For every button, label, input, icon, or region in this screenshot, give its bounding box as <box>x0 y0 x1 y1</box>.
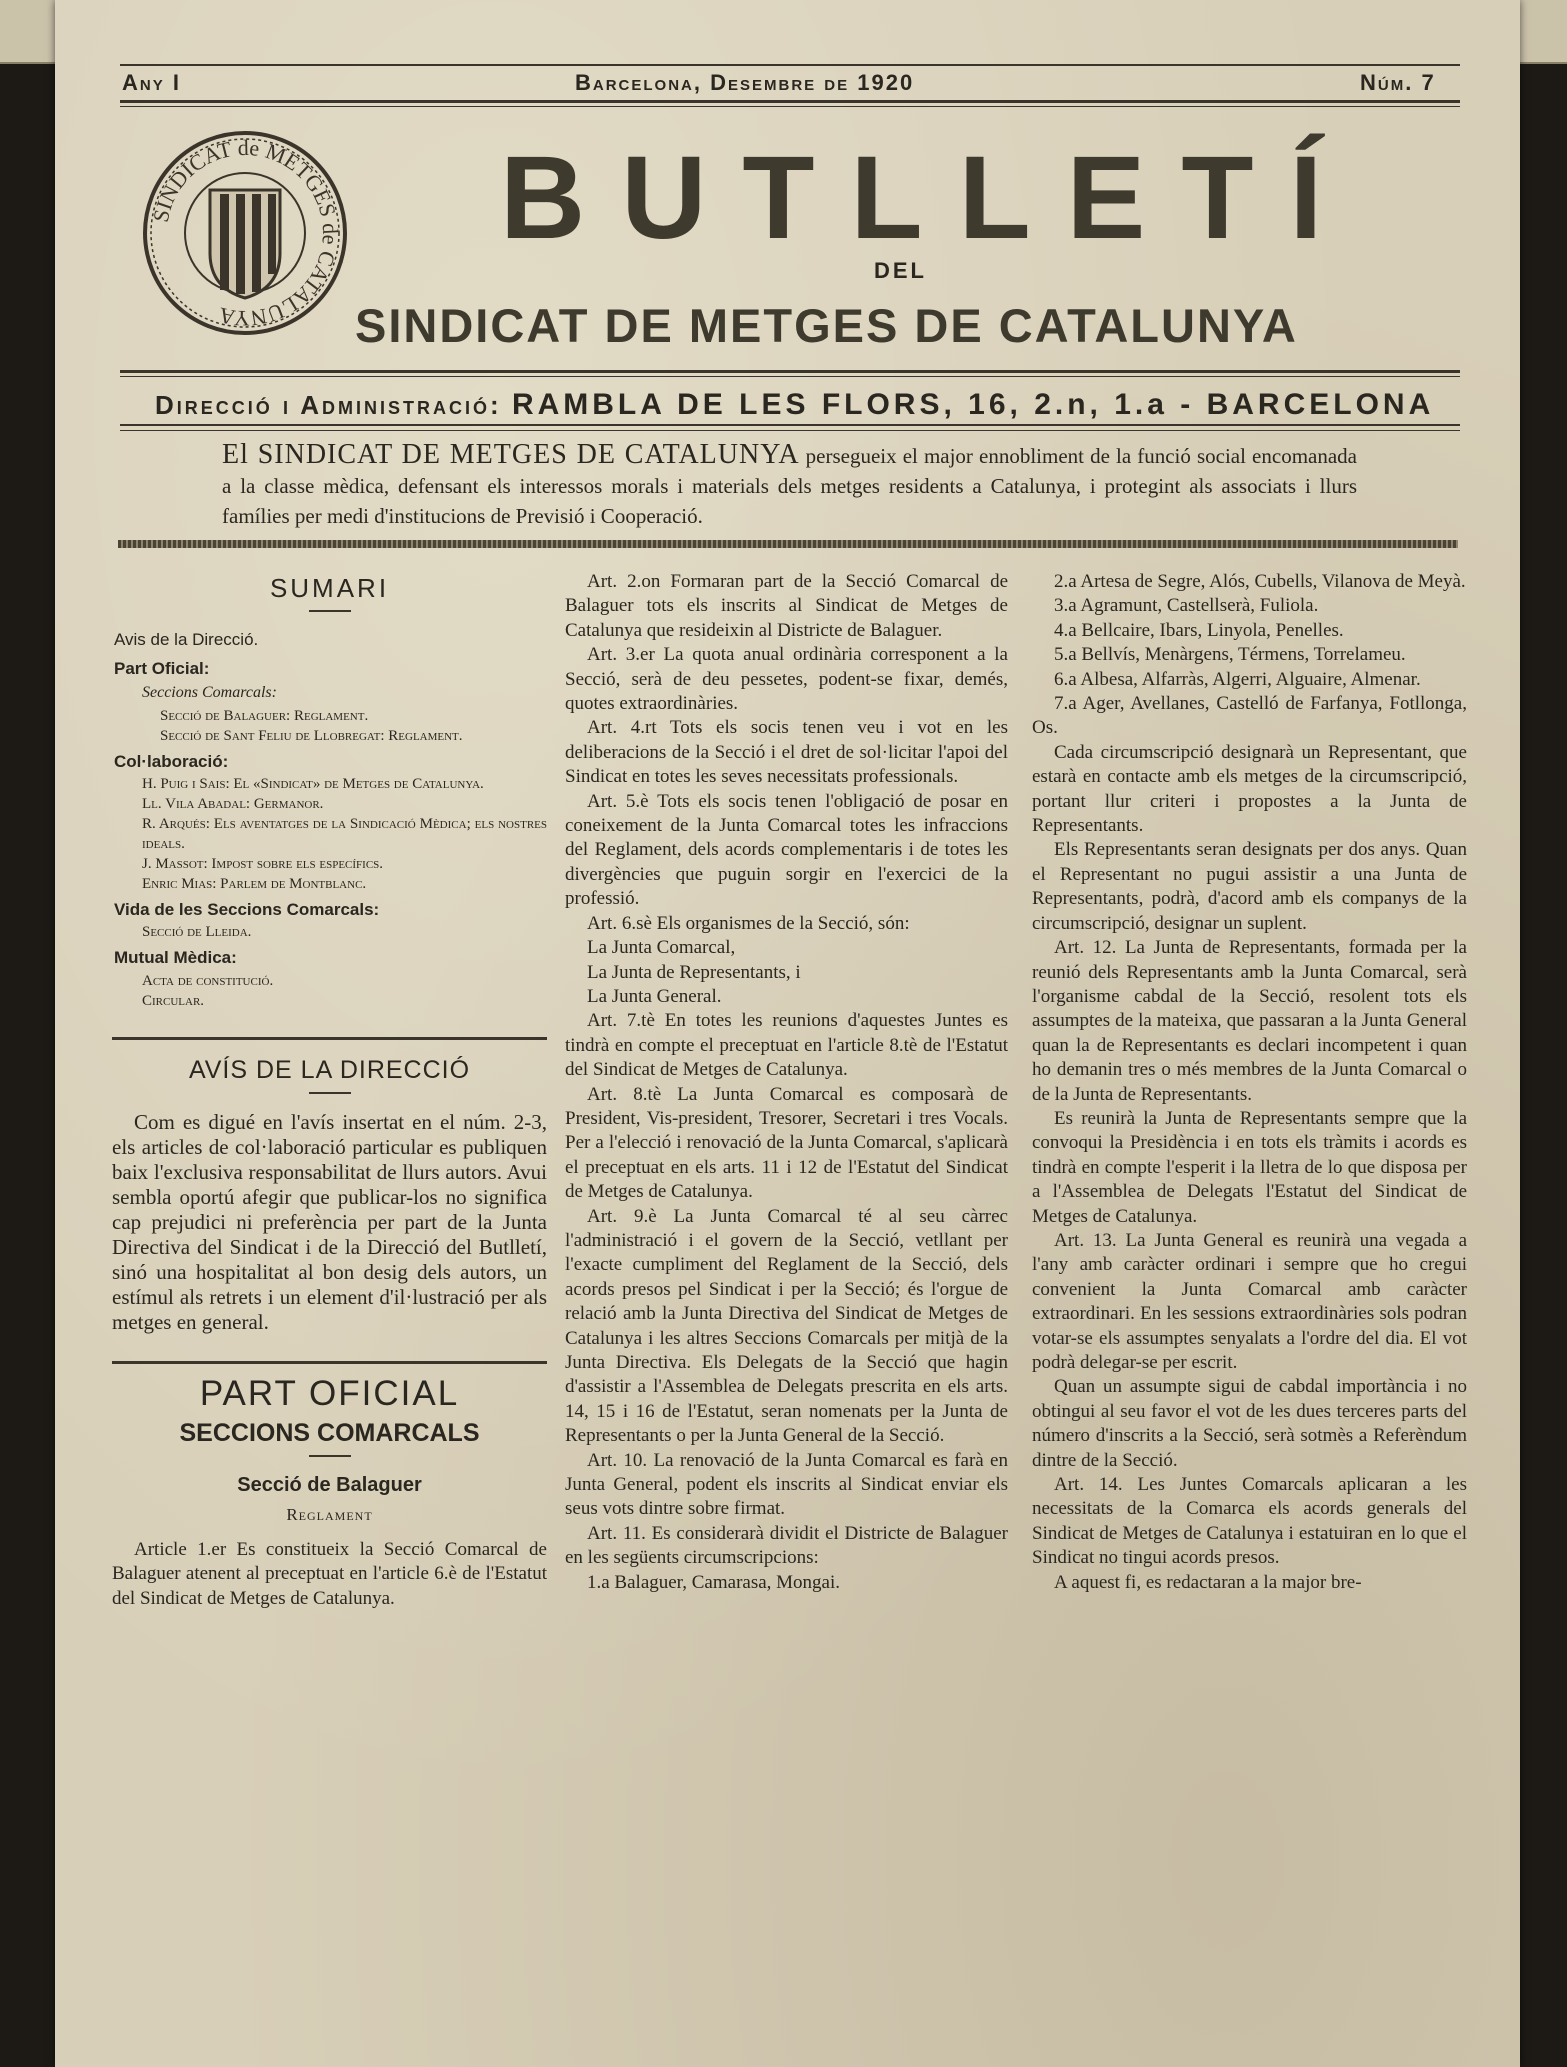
article-14: Art. 14. Les Juntes Comarcals aplicaran a les necessitats de la Comarca els acords generals del Sindicat de Metges de Catalunya i estatuiran en lo que el Sindicat no tingui acords presos. <box>1032 1474 1467 1569</box>
address-rule <box>120 424 1460 426</box>
section-divider <box>112 1037 547 1040</box>
address-value: RAMBLA DE LES FLORS, 16, 2.n, 1.a - BARCELONA <box>511 388 1435 421</box>
article-12: Art. 12. La Junta de Representants, formada per la reunió dels Representants amb la Junta Comarcal, serà l'organisme cabdal de la Secció, resolent tots els assumptes de la mateixa, que passaran a la Junta General quan la de Representants es declari incompetent i quan ho demanin tres o més membres de la Junta Comarcal o de la Junta de Representants. <box>1032 937 1467 1105</box>
avis-title: AVÍS DE LA DIRECCIÓ <box>188 1055 471 1084</box>
year-label: Any I <box>122 70 181 95</box>
sumari-c3: R. Arqués: Els aventatges de la Sindicació Mèdica; els nostres ideals. <box>142 816 547 853</box>
article-1: Article 1.er Es constitueix la Secció Comarcal de Balaguer atenent al preceptuat en l'article 6.è de l'Estatut del Sindicat de Metges de Catalunya. <box>112 1538 547 1609</box>
sindicat-seal-logo <box>140 128 350 338</box>
sumari-mutual: Mutual Mèdica: <box>114 948 237 968</box>
sumari-m2: Circular. <box>142 992 205 1009</box>
sumari-seccions: Seccions Comarcals: <box>142 684 277 702</box>
divider <box>309 1455 351 1457</box>
paragraph-designats: Els Representants seran designats per dos anys. Quan el Representant no pugui assistir a una Junta de Representants, podrà, d'acord amb els companys de la circumscripció, designar un suplent. <box>1032 839 1467 934</box>
circumscription-3: 3.a Agramunt, Castellserà, Fuliola. <box>1054 595 1319 617</box>
circumscription-7: 7.a Ager, Avellanes, Castelló de Farfanya, Fotllonga, Os. <box>1032 693 1467 739</box>
column-1 <box>112 570 547 1611</box>
masthead-del: DEL <box>874 258 927 283</box>
seccions-comarcals-title: SECCIONS COMARCALS <box>179 1418 480 1447</box>
circumscription-1: 1.a Balaguer, Camarasa, Mongai. <box>587 1571 841 1593</box>
sumari-m1: Acta de constitució. <box>142 972 274 989</box>
paragraph-representant: Cada circumscripció designarà un Representant, que estarà en contacte amb els metges de la circumscripció, portant llur criteri i propostes a la Junta de Representants. <box>1032 741 1467 837</box>
decorative-band <box>118 540 1458 548</box>
sumari-s1: Secció de Balaguer: Reglament. <box>160 707 369 724</box>
address-label: Direcció i Administració: <box>155 390 502 420</box>
paragraph-final: A aquest fi, es redactaran a la major bre- <box>1054 1571 1362 1593</box>
article-10: Art. 10. La renovació de la Junta Comarcal es farà en Junta General, podent els inscrits al Sindicat enviar els seus vots dintre sobre firmat. <box>565 1449 1008 1520</box>
header-rule-thin <box>120 106 1460 107</box>
sumari-c1: H. Puig i Sais: El «Sindicat» de Metges de Catalunya. <box>142 776 484 793</box>
issue-number: Núm. 7 <box>1360 70 1436 95</box>
article-9: Art. 9.è La Junta Comarcal té al seu càrrec l'administració i el govern de la Secció, vetllant per l'exacte cumpliment del Reglament de la Secció, dels acords presos pel Sindicat i per la Secció; és l'orgue de relació amb la Junta Directiva del Sindicat de Metges de Catalunya i les altres Seccions Comarcals per mitjà de la Junta Directiva. Els Delegats de la Secció que hagin d'assistir a l'Assemblea de Delegats prescrita en els arts. 14, 15 i 16 de l'Estatut, seran nomenats per la Junta de Representants o per la Junta General de la Secció. <box>565 1205 1008 1447</box>
article-7: Art. 7.tè En totes les reunions d'aquestes Juntes es tindrà en compte el preceptuat en l'article 8.tè de l'Estatut del Sindicat de Metges de Catalunya. <box>565 1010 1008 1081</box>
sumari-collaboracio: Col·laboració: <box>114 751 229 771</box>
divider <box>309 1092 351 1094</box>
paragraph-referendum: Quan un assumpte sigui de cabdal importància i no obtingui al seu favor el vot de les dues terceres parts del número d'inscrits a la Secció, serà sotmès a Referèndum dintre de la Secció. <box>1032 1376 1467 1471</box>
circumscription-6: 6.a Albesa, Alfarràs, Algerri, Alguaire, Almenar. <box>1054 668 1421 690</box>
masthead-subtitle: SINDICAT DE METGES DE CATALUNYA <box>355 299 1298 352</box>
article-11: Art. 11. Es considerarà dividit el Districte de Balaguer en les següents circumscripcions: <box>565 1522 1008 1569</box>
circumscription-4: 4.a Bellcaire, Ibars, Linyola, Penelles. <box>1054 619 1344 641</box>
article-3: Art. 3.er La quota anual ordinària corresponent a la Secció, serà de deu pessetes, podent-se fixar, demés, quotes extraordinàries. <box>565 644 1008 715</box>
motto-text: persegueix el major ennobliment de la funció social encomanada a la classe mèdica, defensant els interessos morals i materials dels metges residents a Catalunya, i protegint als associats i llurs famílies per medi d'institucions de Previsió i Cooperació. <box>222 444 1357 528</box>
seccio-title: Secció de Balaguer <box>237 1474 422 1497</box>
sumari-part-oficial: Part Oficial: <box>114 658 210 678</box>
dateline: Barcelona, Desembre de 1920 <box>575 70 915 95</box>
sumari-c2: Ll. Vila Abadal: Germanor. <box>142 796 324 813</box>
sumari-s2: Secció de Sant Feliu de Llobregat: Reglament. <box>160 727 463 744</box>
masthead-rule-thin <box>120 376 1460 377</box>
circumscription-5: 5.a Bellvís, Menàrgens, Térmens, Torrelameu. <box>1054 644 1406 666</box>
article-13: Art. 13. La Junta General es reunirà una vegada a l'any amb caràcter ordinari i sempre que ho cregui convenient la Junta Comarcal amb caràcter extraordinari. En les sessions extraordinàries sols podran votar-se els assumptes senyalats a l'ordre del dia. El vot podrà delegar-se per escrit. <box>1032 1229 1467 1373</box>
column-2 <box>565 570 1008 1595</box>
divider <box>309 610 351 612</box>
organism-3: La Junta General. <box>587 985 722 1007</box>
header-rule <box>120 100 1460 103</box>
masthead-title: BUTLLETÍ <box>500 132 1359 264</box>
sumari-title: SUMARI <box>269 573 390 603</box>
article-2: Art. 2.on Formaran part de la Secció Comarcal de Balaguer tots els inscrits al Sindicat de Metges de Catalunya que resideixin al Districte de Balaguer. <box>565 571 1008 641</box>
motto <box>222 440 1357 531</box>
avis-body: Com es digué en l'avís insertat en el núm. 2-3, els articles de col·laboració particular es publiquen baix l'exclusiva responsabilitat de llurs autors. Avui sembla oportú afegir que publicar-los no significa cap prejudici ni preferència per part de la Junta Directiva del Sindicat i de la Direcció del Butlletí, sinó una hospitalitat al bon desig dels autors, un estímul als retrets i un element d'il·lustració per als metges en general. <box>112 1110 547 1335</box>
sumari-c5: Enric Mias: Parlem de Montblanc. <box>142 876 367 893</box>
top-rule <box>120 64 1460 66</box>
masthead-rule <box>120 370 1460 373</box>
sumari-v1: Secció de Lleida. <box>142 924 252 941</box>
sumari-c4: J. Massot: Impost sobre els específics. <box>142 856 384 873</box>
address-rule-thin <box>120 430 1460 431</box>
organism-1: La Junta Comarcal, <box>587 937 736 959</box>
section-divider <box>112 1361 547 1364</box>
svg-text:SINDICAT de METGES de CATALUNY: SINDICAT de METGES de CATALUNYA <box>147 134 344 332</box>
motto-lead: El SINDICAT DE METGES DE CATALUNYA <box>222 439 800 470</box>
sumari-avis: Avis de la Direcció. <box>114 630 259 650</box>
part-oficial-title: PART OFICIAL <box>199 1374 460 1414</box>
article-8: Art. 8.tè La Junta Comarcal es composarà de President, Vis-president, Tresorer, Secretari i tres Vocals. Per a l'elecció i renovació de la Junta Comarcal, s'aplicarà el preceptuat en els arts. 11 i 12 de l'Estatut del Sindicat de Metges de Catalunya. <box>565 1083 1008 1203</box>
article-4: Art. 4.rt Tots els socis tenen veu i vot en les deliberacions de la Secció i el dret de sol·licitar l'apoi del Sindicat en totes les seves necessitats professionals. <box>565 717 1008 788</box>
sumari-vida: Vida de les Seccions Comarcals: <box>114 900 380 920</box>
article-5: Art. 5.è Tots els socis tenen l'obligació de posar en coneixement de la Junta Comarcal totes les infraccions del Reglament, dels acords complementaris i de totes les divergències que puguin sorgir en l'exercici de la professió. <box>565 790 1008 910</box>
address-line <box>155 388 1434 422</box>
circumscription-2: 2.a Artesa de Segre, Alós, Cubells, Vilanova de Meyà. <box>1054 571 1466 592</box>
organism-2: La Junta de Representants, i <box>587 961 801 983</box>
reglament-title: Reglament <box>286 1505 373 1525</box>
paragraph-reunira: Es reunirà la Junta de Representants sempre que la convoqui la Presidència i en tots els tràmits i acords es tindrà en compte l'esperit i la lletra de lo que disposa per a l'Assemblea de Delegats l'Estatut del Sindicat de Metges de Catalunya. <box>1032 1107 1467 1227</box>
article-6: Art. 6.sè Els organismes de la Secció, són: <box>587 912 910 934</box>
column-3 <box>1032 570 1467 1595</box>
